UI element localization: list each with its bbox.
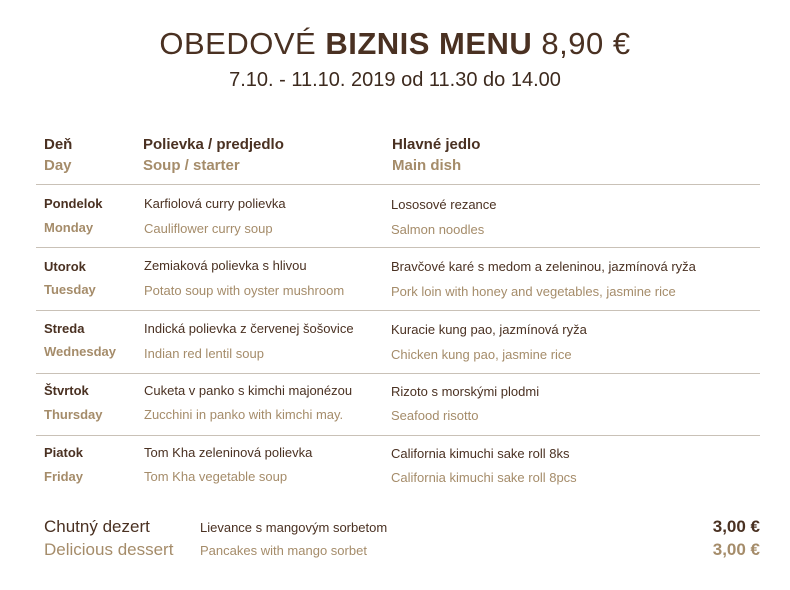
row-divider [36,435,760,436]
main-en: California kimuchi sake roll 8pcs [391,470,577,485]
column-header-soup-en: Soup / starter [143,157,240,174]
dessert-label-en: Delicious dessert [44,540,174,559]
column-header-day-en: Day [44,157,72,174]
day-label-en: Friday [44,469,84,484]
soup-en: Potato soup with oyster mushroom [144,283,345,298]
main-sk: Lososové rezance [391,197,497,212]
main-sk: Rizoto s morskými plodmi [391,384,540,399]
dessert-price-sk: 3,00 € [712,517,760,536]
main-en: Salmon noodles [391,222,485,237]
menu-title-prefix: OBEDOVÉ [159,26,326,61]
column-header-day-sk: Deň [44,136,73,153]
day-label-en: Tuesday [44,282,96,297]
row-divider [36,247,760,248]
main-sk: Bravčové karé s medom a zeleninou, jazmínová ryža [391,259,696,274]
day-label-sk: Pondelok [44,196,103,211]
day-label-sk: Utorok [44,259,86,274]
column-header-soup-sk: Polievka / predjedlo [143,136,284,153]
dessert-label-sk: Chutný dezert [44,517,150,536]
day-label-sk: Piatok [44,445,84,460]
menu-title-price: 8,90 € [532,26,631,61]
column-header-main-en: Main dish [392,157,462,174]
menu-date-range: 7.10. - 11.10. 2019 od 11.30 do 14.00 [229,69,561,91]
soup-sk: Cuketa v panko s kimchi majonézou [144,383,353,398]
main-en: Chicken kung pao, jasmine rice [391,347,572,362]
soup-sk: Zemiaková polievka s hlivou [144,258,307,273]
soup-sk: Indická polievka z červenej šošovice [144,321,354,336]
soup-en: Zucchini in panko with kimchi may. [144,407,344,422]
menu-title-main: BIZNIS MENU [325,26,533,61]
day-label-en: Monday [44,220,94,235]
row-divider [36,373,760,374]
main-sk: California kimuchi sake roll 8ks [391,446,570,461]
soup-en: Tom Kha vegetable soup [144,469,288,484]
main-en: Seafood risotto [391,408,479,423]
day-label-en: Wednesday [44,344,117,359]
dessert-item-en: Pancakes with mango sorbet [200,543,367,558]
soup-en: Indian red lentil soup [144,346,264,361]
soup-sk: Tom Kha zeleninová polievka [144,445,313,460]
header-divider [36,184,760,185]
dessert-item-sk: Lievance s mangovým sorbetom [200,520,388,535]
column-header-main-sk: Hlavné jedlo [392,136,481,153]
main-en: Pork loin with honey and vegetables, jasmine rice [391,284,676,299]
dessert-price-en: 3,00 € [712,540,760,559]
day-label-sk: Štvrtok [44,383,89,398]
day-label-sk: Streda [44,321,85,336]
soup-en: Cauliflower curry soup [144,221,273,236]
day-label-en: Thursday [44,407,103,422]
soup-sk: Karfiolová curry polievka [144,196,286,211]
main-sk: Kuracie kung pao, jazmínová ryža [391,322,587,337]
row-divider [36,310,760,311]
menu-title [0,26,790,62]
